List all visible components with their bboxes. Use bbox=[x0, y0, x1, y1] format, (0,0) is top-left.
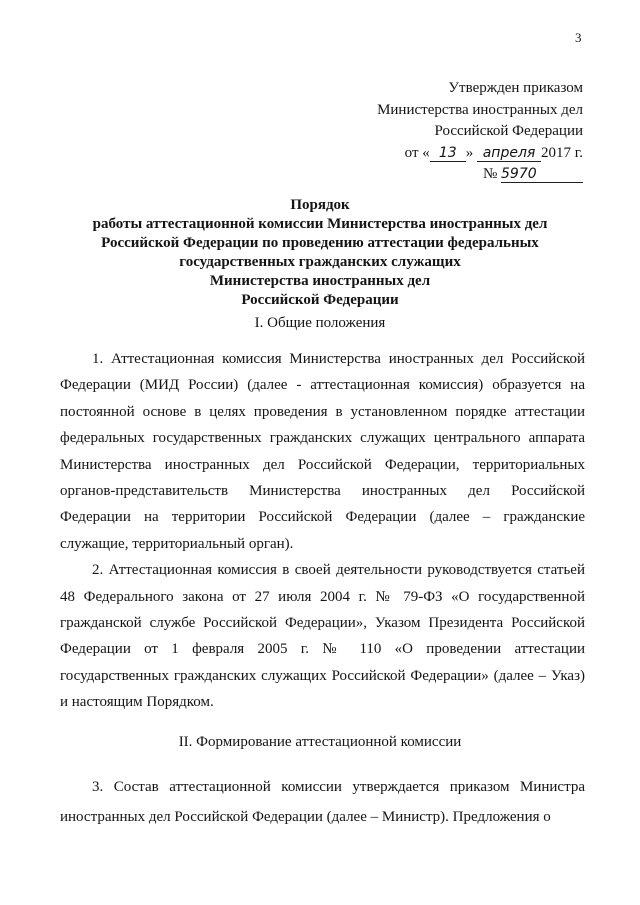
title-line: Министерства иностранных дел bbox=[209, 273, 431, 289]
title-line: Порядок bbox=[290, 197, 350, 213]
title-line: государственных гражданских служащих bbox=[179, 254, 461, 270]
section-body-formation bbox=[60, 772, 585, 832]
approval-date bbox=[323, 143, 583, 165]
number-prefix: № bbox=[482, 166, 498, 182]
paragraph-3: 3. Состав аттестационной комиссии утверждается приказом Министра иностранных дел Российской Федерации (далее – Министр). Предложения о bbox=[60, 779, 585, 825]
approval-line-2: Министерства иностранных дел bbox=[377, 101, 583, 118]
section-heading-general: I. Общие положения bbox=[254, 315, 386, 331]
document-title bbox=[60, 196, 580, 310]
approval-line-3: Российской Федерации bbox=[434, 123, 583, 139]
paragraph-2: 2. Аттестационная комиссия в своей деятельности руководствуется статьей 48 Федерального закона от 27 июля 2004 г. № 79-ФЗ «О государственной гражданской службе Российской Федерации», Указом Президента Российской Федерации от 1 февраля 2005 г. № 110 «О проведении аттестации государственных гражданских служащих Российской Федерации» (далее – Указ) и настоящим Порядком. bbox=[60, 562, 585, 711]
date-prefix: от « bbox=[404, 144, 430, 161]
approval-stamp bbox=[323, 78, 583, 186]
date-month: апреля bbox=[477, 146, 541, 162]
approval-number bbox=[323, 164, 583, 186]
title-line: работы аттестационной комиссии Министерства иностранных дел bbox=[92, 216, 548, 232]
date-year: 2017 г. bbox=[541, 144, 583, 161]
page-number: 3 bbox=[575, 30, 582, 45]
paragraph-1: 1. Аттестационная комиссия Министерства иностранных дел Российской Федерации (МИД России) (далее - аттестационная комиссия) образуется на постоянной основе в целях проведения в установленном порядке аттестации федеральных государственных гражданских служащих центрального аппарата Министерства иностранных дел Российской Федерации, территориальных органов-представительств Министерства иностранных дел Российской Федерации на территории Российской Федерации (далее – гражданские служащие, территориальный орган). bbox=[60, 351, 585, 552]
title-line: Российской Федерации bbox=[241, 292, 399, 308]
date-quote-close: » bbox=[465, 144, 474, 161]
section-heading-formation: II. Формирование аттестационной комиссии bbox=[178, 734, 462, 750]
order-number: 5970 bbox=[501, 167, 583, 183]
approval-line-1: Утвержден приказом bbox=[448, 80, 583, 96]
date-day: 13 bbox=[430, 146, 466, 162]
section-body-general bbox=[60, 346, 585, 716]
title-line: Российской Федерации по проведению аттестации федеральных bbox=[101, 235, 539, 251]
